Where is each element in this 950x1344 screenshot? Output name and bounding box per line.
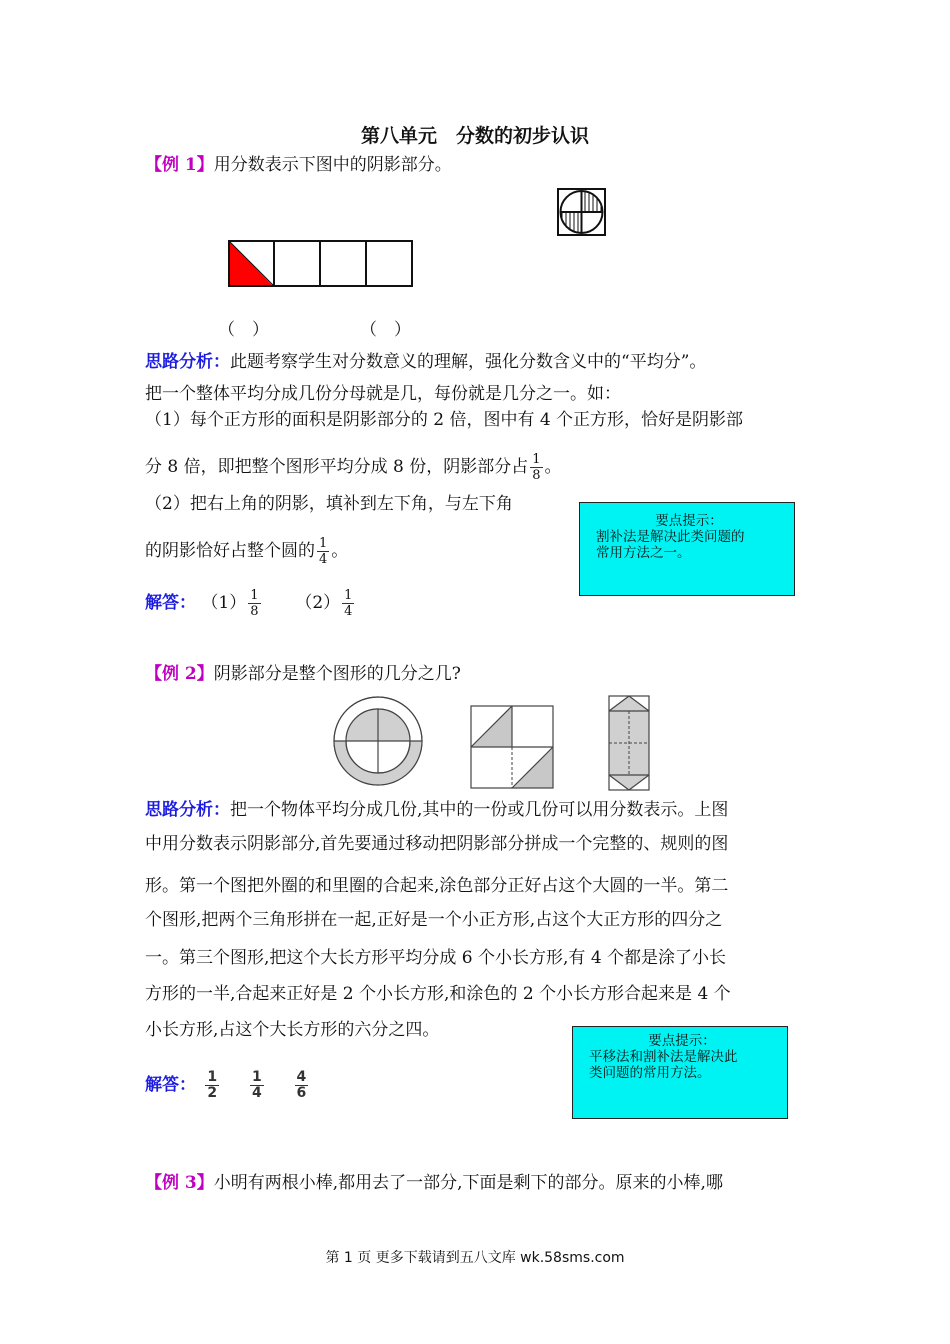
fraction: $\frac{1}{8}$ [250, 588, 259, 619]
example-1-answer [145, 588, 356, 619]
square-triangles-figure [470, 705, 554, 789]
text-line: 方形的一半,合起来正好是 2 个小长方形,和涂色的 2 个小长方形合起来是 4 个 [145, 984, 731, 1004]
text-line [145, 536, 348, 567]
answer-blank-1: （ ） [218, 320, 269, 340]
tip-text: 平移法和割补法是解决此 [589, 1049, 738, 1065]
example-3-text: 小明有两根小棒,都用去了一部分,下面是剩下的部分。原来的小棒,哪 [213, 1173, 723, 1193]
example-2-tag: 【例 2】 [145, 664, 214, 684]
tip-text: 常用方法之一。 [596, 545, 691, 561]
analysis-text: 把一个物体平均分成几份,其中的一份或几份可以用分数表示。上图 [230, 800, 729, 820]
tip-text: 割补法是解决此类问题的 [596, 529, 745, 545]
ring-figure [332, 695, 424, 787]
tip-title: 要点提示： [648, 1033, 716, 1049]
text-line: 形。第一个图把外圈的和里圈的合起来,涂色部分正好占这个大圆的一半。第二 [145, 876, 729, 896]
text-line: （2）把右上角的阴影，填补到左下角，与左下角 [145, 494, 513, 514]
answer-prefix: （2） [295, 593, 341, 613]
tip-text: 类问题的常用方法。 [589, 1065, 711, 1081]
page-title: 第八单元 分数的初步认识 [360, 125, 589, 147]
fraction: $\frac{1}{4}$ [344, 588, 353, 619]
example-3-tag: 【例 3】 [145, 1173, 214, 1193]
example-1-analysis [145, 352, 706, 372]
fraction: $\frac{4}{6}$ [296, 1069, 307, 1101]
example-1-tag: 【例 1】 [145, 155, 214, 175]
analysis-label: 思路分析： [145, 800, 230, 820]
text-line: 小长方形,占这个大长方形的六分之四。 [145, 1020, 440, 1040]
text-line: （1）每个正方形的面积是阴影部分的 2 倍，图中有 4 个正方形，恰好是阴影部 [145, 410, 744, 430]
example-1-text: 用分数表示下图中的阴影部分。 [213, 155, 452, 175]
page-footer: 第 1 页 更多下载请到五八文库 wk.58sms.com [325, 1250, 625, 1266]
fraction: $\frac{1}{4}$ [251, 1069, 262, 1101]
example-2-question [145, 664, 461, 684]
answer-blank-2: （ ） [360, 320, 411, 340]
example-3-question [145, 1173, 723, 1193]
text-line: 中用分数表示阴影部分,首先要通过移动把阴影部分拼成一个完整的、规则的图 [145, 834, 729, 854]
tip-box-2 [572, 1026, 788, 1119]
fraction: $\frac{1}{4}$ [319, 536, 328, 567]
answer-prefix: （1） [201, 593, 247, 613]
fraction: $\frac{1}{2}$ [207, 1069, 218, 1101]
rectangle-hexagon-figure [608, 695, 650, 791]
example-2-analysis [145, 800, 728, 820]
text-segment: 分 8 倍，即把整个图形平均分成 8 份，阴影部分占 [145, 457, 529, 477]
answer-label: 解答： [145, 1075, 196, 1095]
example-2-text: 阴影部分是整个图形的几分之几? [213, 664, 461, 684]
tip-box-1 [579, 502, 795, 596]
text-segment: 。 [544, 457, 562, 477]
analysis-text: 此题考察学生对分数意义的理解，强化分数含义中的“平均分”。 [230, 352, 707, 372]
text-line [145, 452, 562, 483]
analysis-label: 思路分析： [145, 352, 230, 372]
text-line: 把一个整体平均分成几份分母就是几，每份就是几分之一。如： [145, 384, 621, 404]
text-segment: 。 [331, 541, 349, 561]
text-line: 个图形,把两个三角形拼在一起,正好是一个小正方形,占这个大正方形的四分之 [145, 910, 723, 930]
tip-title: 要点提示： [655, 513, 723, 529]
fraction: $\frac{1}{8}$ [532, 452, 541, 483]
text-segment: 的阴影恰好占整个圆的 [145, 541, 315, 561]
circle-quarters-figure [557, 188, 607, 236]
four-squares-figure [228, 240, 413, 288]
answer-label: 解答： [145, 593, 196, 613]
example-2-answer [145, 1070, 310, 1101]
text-line: 一。第三个图形,把这个大长方形平均分成 6 个小长方形,有 4 个都是涂了小长 [145, 948, 727, 968]
example-1-question [145, 155, 452, 175]
